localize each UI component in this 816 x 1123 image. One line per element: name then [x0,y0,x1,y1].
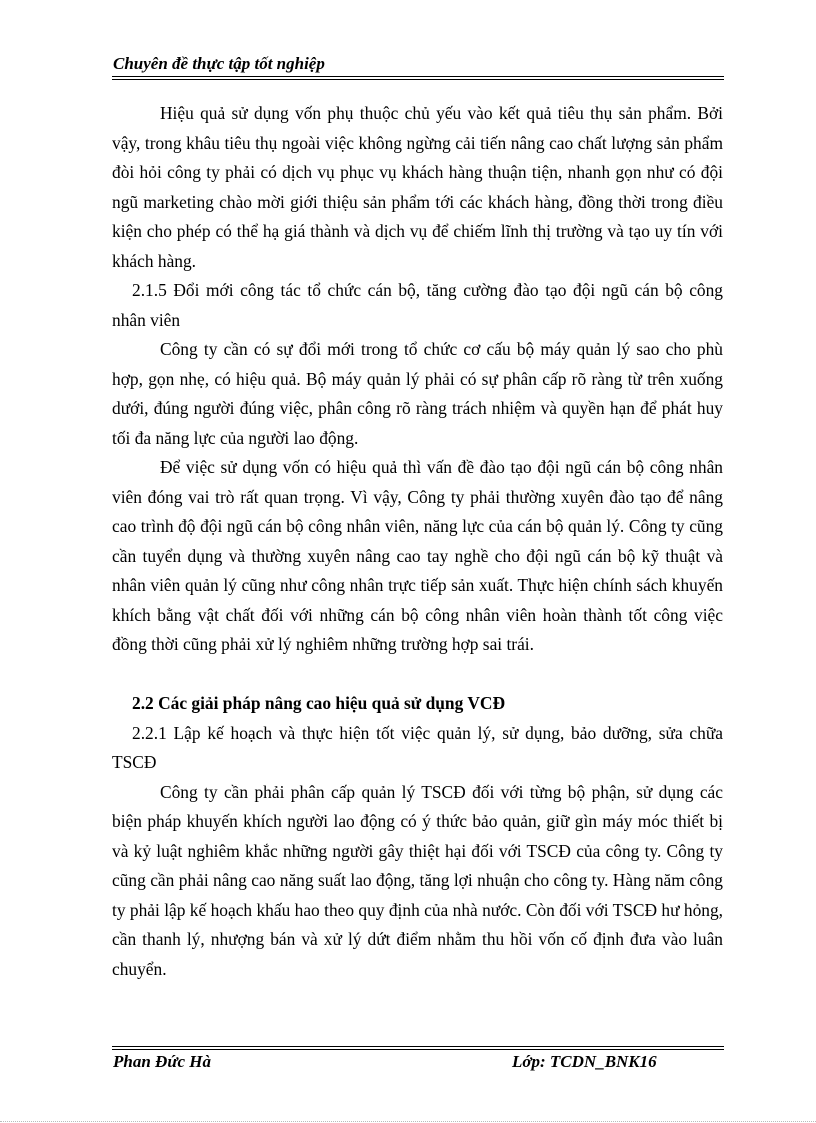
document-body [112,99,723,984]
page-edge-divider [0,1121,816,1122]
header-rule-thick [112,76,724,77]
footer-class: Lớp: TCDN_BNK16 [512,1052,657,1071]
footer-author: Phan Đức Hà [113,1052,212,1071]
paragraph-sales: Hiệu quả sử dụng vốn phụ thuộc chủ yếu vào kết quả tiêu thụ sản phẩm. Bởi vậy, trong khâu tiêu thụ ngoài việc không ngừng cải tiến nâng cao chất lượng sản phẩm đòi hỏi công ty phải có dịch vụ phục vụ khách hàng thuận tiện, nhanh gọn như có đội ngũ marketing chào mời giới thiệu sản phẩm tới các khách hàng, đồng thời trong điều kiện cho phép có thể hạ giá thành và dịch vụ để chiếm lĩnh thị trường và tạo uy tín với khách hàng. [112,103,723,271]
footer-rule-thin [112,1046,724,1047]
paragraph-fixed-assets: Công ty cần phải phân cấp quản lý TSCĐ đối với từng bộ phận, sử dụng các biện pháp khuyến khích người lao động có ý thức bảo quản, giữ gìn máy móc thiết bị và kỷ luật nghiêm khắc những người gây thiệt hại đối với TSCĐ của công ty. Công ty cũng cần phải nâng cao năng suất lao động, tăng lợi nhuận cho công ty. Hàng năm công ty phải lập kế hoạch khấu hao theo quy định của nhà nước. Còn đối với TSCĐ hư hỏng, cần thanh lý, nhượng bán và xử lý dứt điểm nhằm thu hồi vốn cố định đưa vào luân chuyển. [112,781,723,979]
subsection-heading-2-2-1: 2.2.1 Lập kế hoạch và thực hiện tốt việc quản lý, sử dụng, bảo dưỡng, sửa chữa TSCĐ [112,722,723,772]
subsection-heading-2-1-5: 2.1.5 Đổi mới công tác tổ chức cán bộ, tăng cường đào tạo đội ngũ cán bộ công nhân viên [112,280,723,330]
header-rule-thin [112,79,724,80]
section-heading-2-2: 2.2 Các giải pháp nâng cao hiệu quả sử dụng VCĐ [132,693,506,713]
document-header-title: Chuyên đề thực tập tốt nghiệp [113,54,325,73]
paragraph-training: Để việc sử dụng vốn có hiệu quả thì vấn đề đào tạo đội ngũ cán bộ công nhân viên đóng vai trò rất quan trọng. Vì vậy, Công ty phải thường xuyên đào tạo để nâng cao trình độ đội ngũ cán bộ công nhân viên, năng lực của cán bộ quản lý. Công ty cũng cần tuyển dụng và thường xuyên nâng cao tay nghề cho đội ngũ cán bộ kỹ thuật và nhân viên quản lý cũng như công nhân trực tiếp sản xuất. Thực hiện chính sách khuyến khích bằng vật chất đối với những cán bộ công nhân viên hoàn thành tốt công việc đồng thời cũng phải xử lý nghiêm những trường hợp sai trái. [112,457,723,654]
paragraph-organization: Công ty cần có sự đổi mới trong tổ chức cơ cấu bộ máy quản lý sao cho phù hợp, gọn nhẹ, có hiệu quả. Bộ máy quản lý phải có sự phân cấp rõ ràng từ trên xuống dưới, đúng người đúng việc, phân công rõ ràng trách nhiệm và quyền hạn để phát huy tối đa năng lực của người lao động. [112,339,723,448]
